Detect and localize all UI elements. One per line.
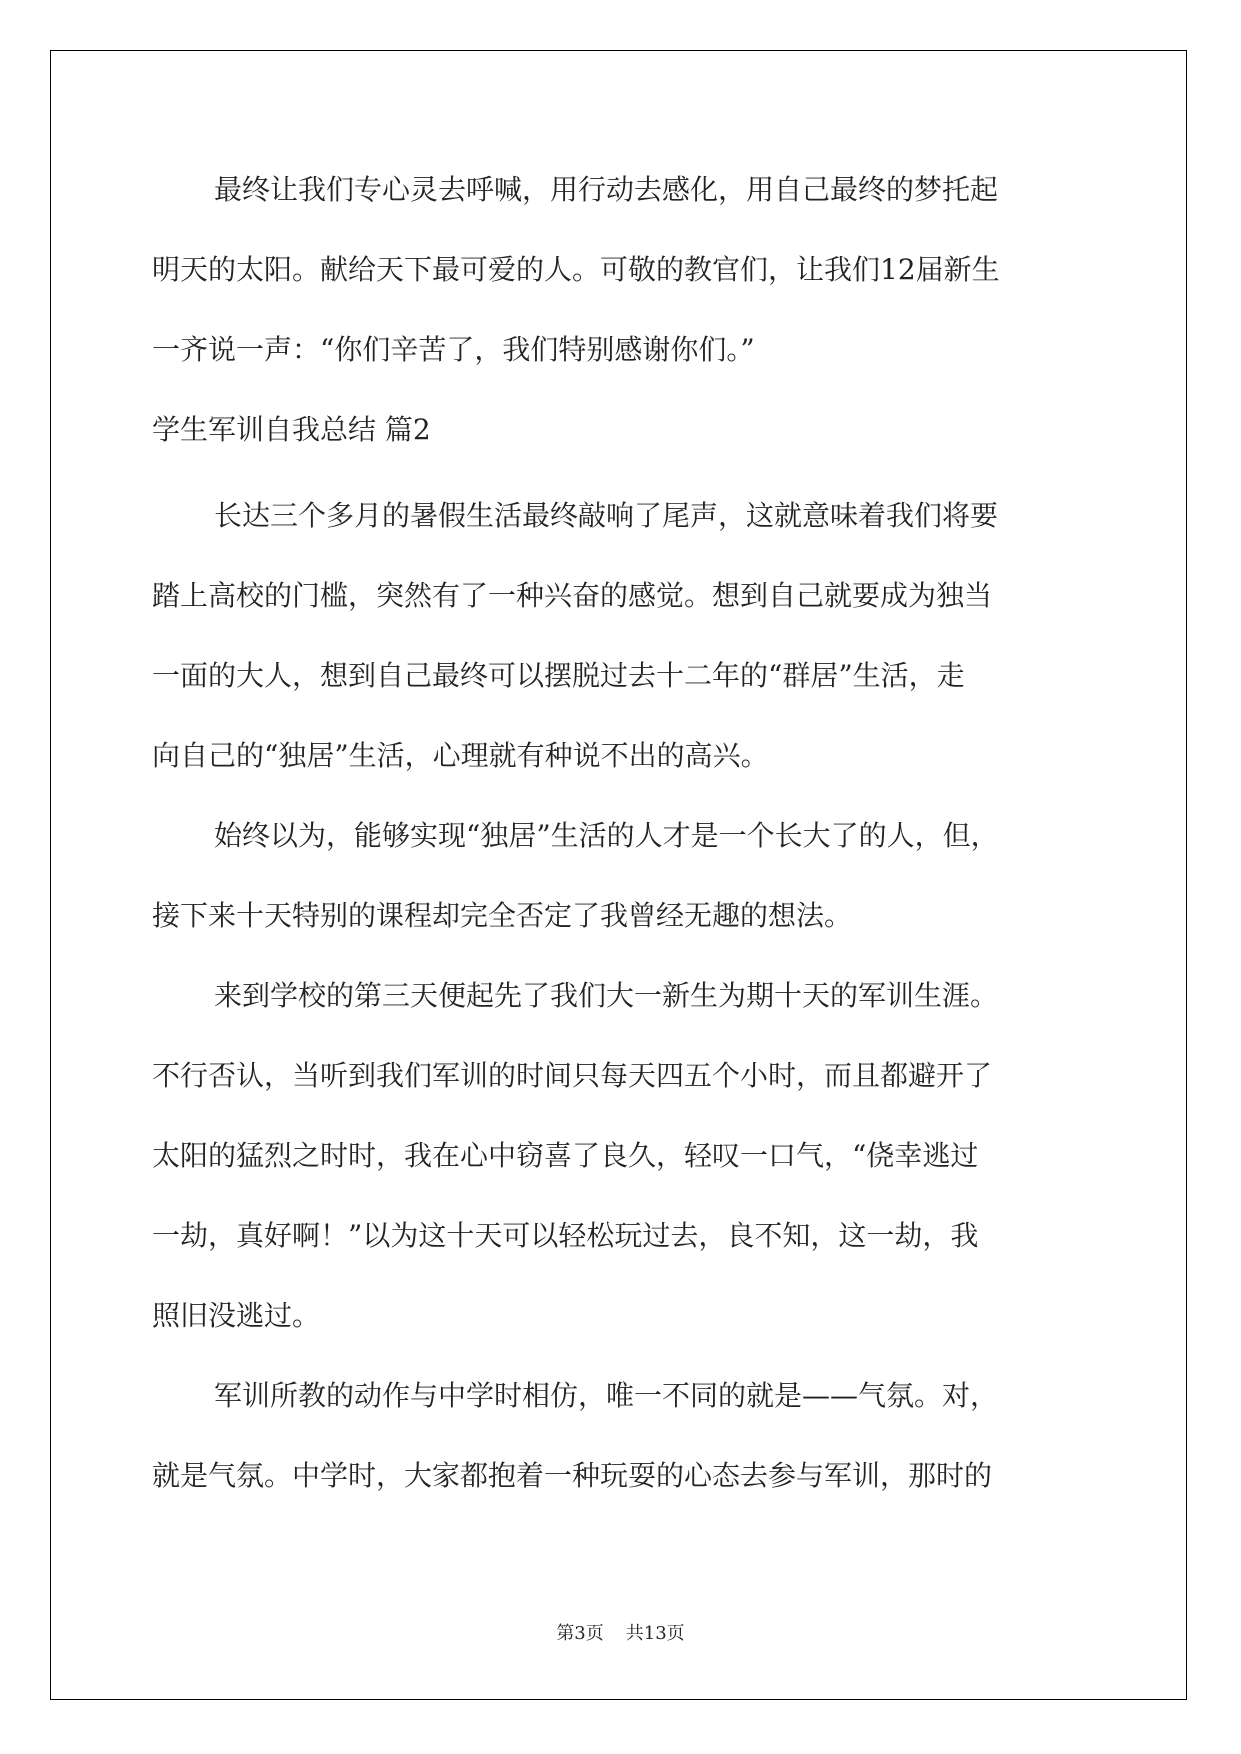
paragraph-line: 长达三个多月的暑假生活最终敲响了尾声，这就意味着我们将要 [214,499,999,532]
paragraph-line: 踏上高校的门槛，突然有了一种兴奋的感觉。想到自己就要成为独当 [152,579,993,612]
paragraph-line: 就是气氛。中学时，大家都抱着一种玩耍的心态去参与军训，那时的 [152,1459,993,1492]
page-total: 共13页 [625,1623,685,1644]
page-border [50,50,1187,1700]
paragraph-line: 不行否认，当听到我们军训的时间只每天四五个小时，而且都避开了 [152,1059,993,1092]
paragraph-line: 一面的大人，想到自己最终可以摆脱过去十二年的“群居”生活，走 [152,659,965,692]
paragraph-line: 军训所教的动作与中学时相仿，唯一不同的就是——气氛。对， [214,1379,999,1412]
paragraph-line: 一劫，真好啊！”以为这十天可以轻松玩过去，良不知，这一劫，我 [152,1219,979,1252]
page-number: 第3页 [556,1623,604,1644]
paragraph-line: 向自己的“独居”生活，心理就有种说不出的高兴。 [152,739,769,772]
paragraph-line: 来到学校的第三天便起先了我们大一新生为期十天的军训生涯。 [214,979,999,1012]
paragraph-line: 太阳的猛烈之时时，我在心中窃喜了良久，轻叹一口气，“侥幸逃过 [152,1139,979,1172]
paragraph-line: 接下来十天特别的课程却完全否定了我曾经无趣的想法。 [152,899,853,932]
paragraph-line: 一齐说一声：“你们辛苦了，我们特别感谢你们。” [152,333,755,366]
section-heading: 学生军训自我总结 篇2 [152,413,431,446]
paragraph-line: 明天的太阳。献给天下最可爱的人。可敬的教官们，让我们12届新生 [152,253,1000,286]
paragraph-line: 始终以为，能够实现“独居”生活的人才是一个长大了的人，但， [214,819,999,852]
paragraph-line: 最终让我们专心灵去呼喊，用行动去感化，用自己最终的梦托起 [214,173,999,206]
paragraph-line: 照旧没逃过。 [152,1299,321,1332]
page-footer [0,1622,1241,1646]
